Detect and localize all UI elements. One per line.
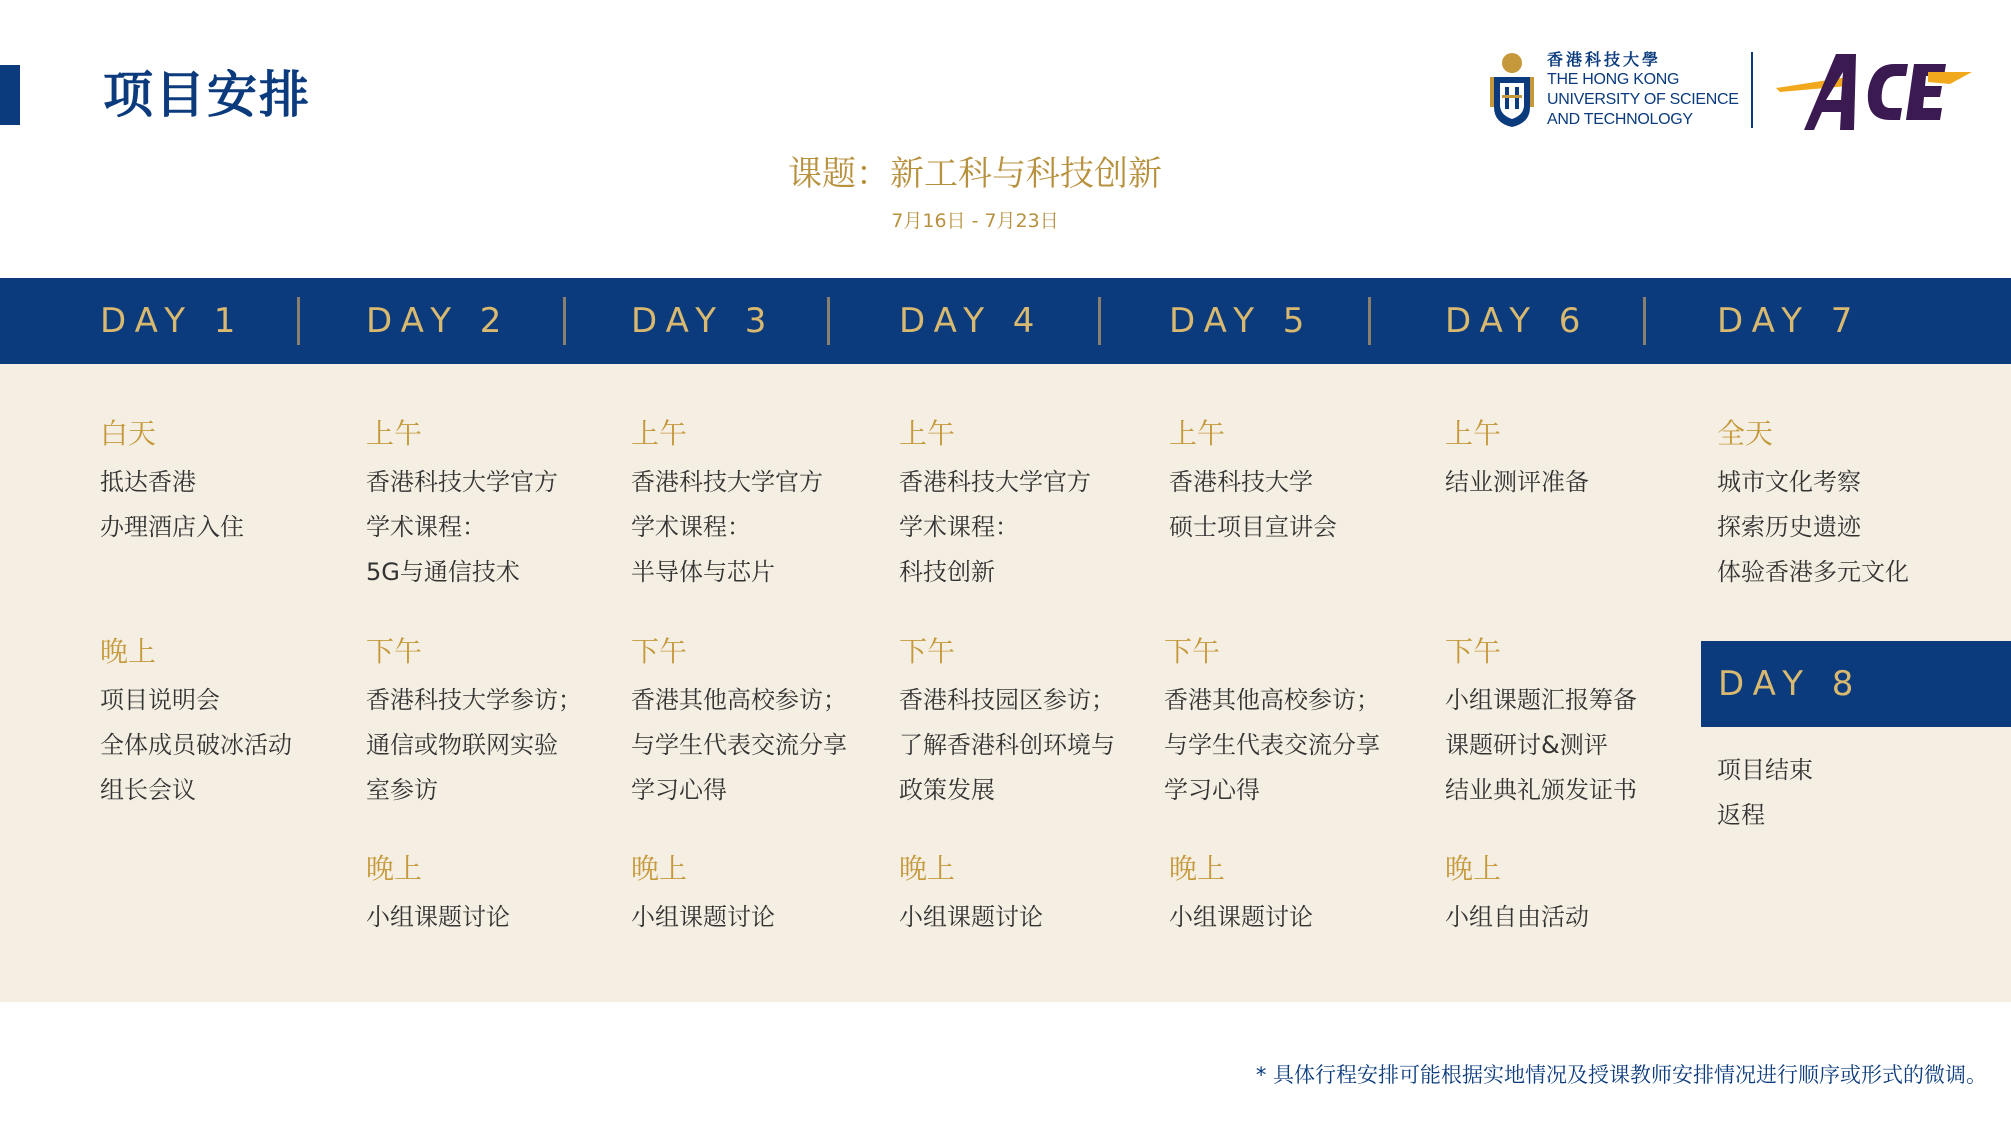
activity-line: 与学生代表交流分享 — [1164, 731, 1380, 759]
day8-header — [1701, 641, 2011, 727]
activity-line: 香港科技大学参访； — [366, 686, 582, 714]
activity-line: 返程 — [1717, 801, 1765, 829]
activity-line: 科技创新 — [899, 558, 995, 586]
schedule-segment — [366, 849, 626, 940]
schedule-segment — [1164, 632, 1424, 813]
activity-line: 香港其他高校参访； — [1164, 686, 1380, 714]
schedule-segment — [1445, 414, 1705, 505]
day-separator — [827, 297, 830, 345]
activity-line: 小组课题讨论 — [366, 903, 510, 931]
ace-logo-icon — [1774, 50, 1974, 132]
page-title: 项目安排 — [103, 66, 311, 124]
segment-time-label: 晚上 — [366, 852, 423, 885]
schedule-segment — [1717, 414, 1977, 595]
activity-line: 香港科技大学 — [1169, 468, 1313, 496]
schedule-segment — [899, 849, 1159, 940]
schedule-segment — [899, 632, 1159, 813]
day-header-3: DAY 3 — [631, 301, 776, 341]
schedule-segment — [1445, 849, 1705, 940]
footnote: * 具体行程安排可能根据实地情况及授课教师安排情况进行顺序或形式的微调。 — [1255, 1063, 1987, 1087]
activity-line: 学术课程： — [899, 513, 1019, 541]
day-header-4: DAY 4 — [899, 301, 1044, 341]
activity-line: 探索历史遗迹 — [1717, 513, 1861, 541]
schedule-segment — [1169, 414, 1429, 550]
hkust-wordmark — [1547, 50, 1739, 130]
segment-time-label: 下午 — [1445, 635, 1502, 668]
activity-line: 学习心得 — [631, 776, 727, 804]
day-separator — [1098, 297, 1101, 345]
day-separator — [1368, 297, 1371, 345]
activity-line: 项目结束 — [1717, 756, 1813, 784]
schedule-segment — [100, 632, 360, 813]
logo-divider — [1751, 52, 1753, 128]
activity-line: 小组自由活动 — [1445, 903, 1589, 931]
schedule-segment — [631, 414, 891, 595]
segment-time-label: 下午 — [366, 635, 423, 668]
segment-time-label: 上午 — [899, 417, 956, 450]
topic-subtitle: 课题：新工科与科技创新 — [788, 154, 1162, 194]
activity-line: 香港科技大学官方 — [899, 468, 1091, 496]
activity-line: 与学生代表交流分享 — [631, 731, 847, 759]
day-header-6: DAY 6 — [1445, 301, 1590, 341]
schedule-segment — [1169, 849, 1429, 940]
segment-time-label: 上午 — [1445, 417, 1502, 450]
segment-time-label: 晚上 — [631, 852, 688, 885]
day-header-2: DAY 2 — [366, 301, 511, 341]
schedule-segment — [366, 632, 626, 813]
segment-time-label: 上午 — [366, 417, 423, 450]
hkust-name-cn: 香港科技大學 — [1547, 50, 1662, 69]
segment-time-label: 晚上 — [1445, 852, 1502, 885]
logo-area — [1488, 48, 1988, 134]
activity-line: 香港其他高校参访； — [631, 686, 847, 714]
day-separator — [563, 297, 566, 345]
day-header-7: DAY 7 — [1717, 301, 1862, 341]
activity-line: 办理酒店入住 — [100, 513, 244, 541]
activity-line: 课题研讨&测评 — [1445, 731, 1608, 759]
activity-line: 小组课题汇报筹备 — [1445, 686, 1637, 714]
activity-line: 小组课题讨论 — [1169, 903, 1313, 931]
hkust-name-en-line: UNIVERSITY OF SCIENCE — [1547, 91, 1739, 108]
segment-time-label: 下午 — [1164, 635, 1221, 668]
day-header-5: DAY 5 — [1169, 301, 1314, 341]
day-separator — [297, 297, 300, 345]
activity-line: 组长会议 — [100, 776, 196, 804]
activity-line: 小组课题讨论 — [899, 903, 1043, 931]
activity-line: 了解香港科创环境与 — [899, 731, 1115, 759]
activity-line: 学习心得 — [1164, 776, 1260, 804]
activity-line: 香港科技大学官方 — [366, 468, 558, 496]
segment-time-label: 晚上 — [1169, 852, 1226, 885]
activity-line: 小组课题讨论 — [631, 903, 775, 931]
hkust-name-en-line: AND TECHNOLOGY — [1547, 111, 1693, 128]
activity-line: 香港科技大学官方 — [631, 468, 823, 496]
activity-line: 学术课程： — [631, 513, 751, 541]
segment-time-label: 全天 — [1717, 417, 1774, 450]
day-header-1: DAY 1 — [100, 301, 245, 341]
activity-line: 学术课程： — [366, 513, 486, 541]
hkust-emblem-icon — [1488, 51, 1536, 129]
schedule-segment — [631, 632, 891, 813]
hkust-name-en-line: THE HONG KONG — [1547, 71, 1680, 88]
date-range: 7月16日 - 7月23日 — [891, 210, 1059, 232]
activity-line: 5G与通信技术 — [366, 558, 520, 586]
schedule-segment — [631, 849, 891, 940]
schedule-segment — [366, 414, 626, 595]
activity-line: 政策发展 — [899, 776, 995, 804]
day-separator — [1643, 297, 1646, 345]
segment-time-label: 下午 — [631, 635, 688, 668]
activity-line: 城市文化考察 — [1717, 468, 1861, 496]
activity-line: 抵达香港 — [100, 468, 196, 496]
segment-time-label: 下午 — [899, 635, 956, 668]
day-header-8: DAY 8 — [1718, 664, 1863, 704]
schedule-segment — [1445, 632, 1705, 813]
activity-line: 香港科技园区参访； — [899, 686, 1115, 714]
activity-line: 半导体与芯片 — [631, 558, 775, 586]
activity-line: 硕士项目宣讲会 — [1169, 513, 1337, 541]
activity-line: 体验香港多元文化 — [1717, 558, 1909, 586]
schedule-segment — [100, 414, 360, 550]
segment-time-label: 晚上 — [100, 635, 157, 668]
segment-time-label: 晚上 — [899, 852, 956, 885]
title-accent-bar — [0, 65, 20, 125]
activity-line: 结业典礼颁发证书 — [1445, 776, 1637, 804]
segment-time-label: 上午 — [631, 417, 688, 450]
activity-line: 项目说明会 — [100, 686, 220, 714]
activity-line: 通信或物联网实验 — [366, 731, 558, 759]
activity-line: 室参访 — [366, 776, 438, 804]
schedule-segment — [899, 414, 1159, 595]
day-column-8 — [1717, 748, 1813, 838]
activity-line: 全体成员破冰活动 — [100, 731, 292, 759]
segment-time-label: 上午 — [1169, 417, 1226, 450]
activity-line: 结业测评准备 — [1445, 468, 1589, 496]
segment-time-label: 白天 — [100, 417, 157, 450]
day-header-bar — [0, 278, 2011, 364]
